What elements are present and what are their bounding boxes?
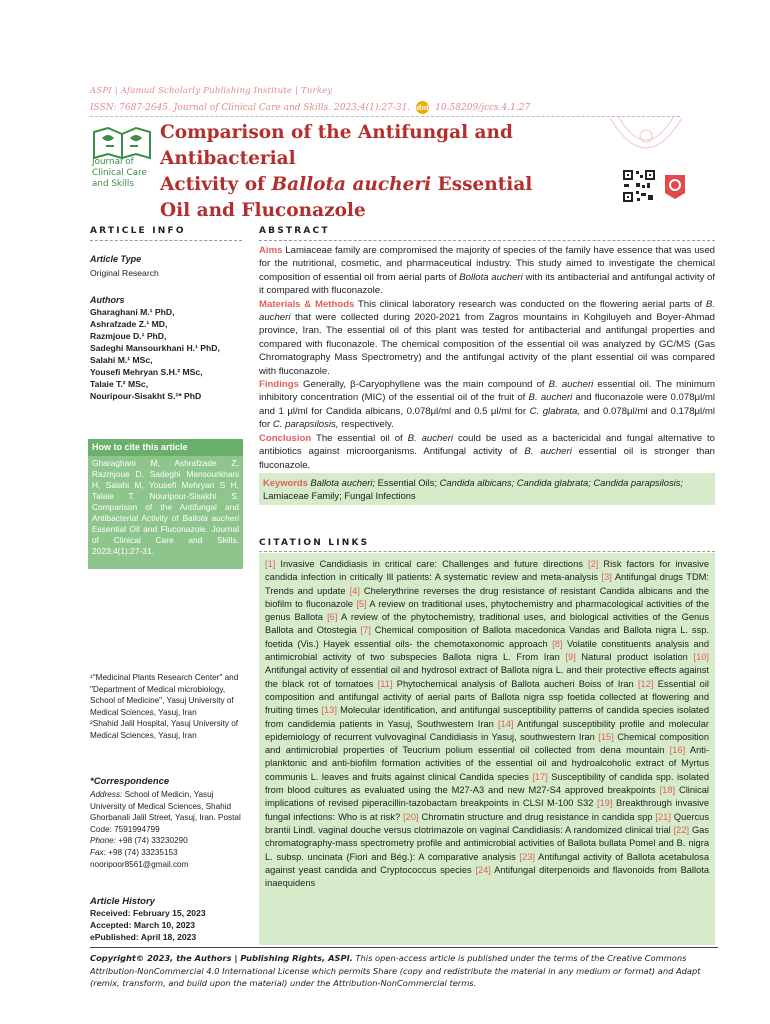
citation-ref-title[interactable]: Volatile constituents analysis and antimicrobial activity of two subspecies Ballota nigra L. From Iran bbox=[265, 638, 709, 663]
qr-code-icon bbox=[622, 169, 656, 203]
citation-ref-number[interactable]: [10] bbox=[693, 652, 709, 663]
citation-ref-number[interactable]: [13] bbox=[321, 705, 337, 716]
article-title: Comparison of the Antifungal and Antibacterial Activity of Ballota aucheri Essential Oil and Fluconazole bbox=[160, 122, 533, 221]
author-item: Talaie T.² MSc, bbox=[90, 379, 149, 389]
author-item: Gharaghani M.¹ PhD, bbox=[90, 307, 175, 317]
how-to-cite-text: Gharaghani M, Ashrafzade Z, Razmjoue D, Sadeghi Mansourkhani H, Salahi M, Yousefi Mehryan S H, Talaie T. Nouripour-Sisakht S. Comparison of the Antifungal and Antibacterial Activity of Ballota aucheri Essential Oil and Fluconazole. Journal of Clinical Care and Skills. 2023;4(1):27-31. bbox=[92, 458, 239, 556]
citation-ref-number[interactable]: [8] bbox=[552, 638, 563, 649]
citation-ref-number[interactable]: [3] bbox=[601, 572, 612, 583]
journal-name: Journal of Clinical Care and Skills bbox=[92, 157, 147, 189]
citation-ref-title[interactable]: Molecular identification, and antifungal susceptibility patterns of candida species isolated from candidemia patients in Yasuj, Southwestern Iran bbox=[265, 705, 709, 729]
citation-ref-title[interactable]: Clinical implications of revised piperacillin-tazobactam breakpoints in CLSI M-100 S32 bbox=[265, 785, 709, 809]
issn-line bbox=[90, 101, 530, 114]
citation-ref-number[interactable]: [2] bbox=[587, 559, 599, 569]
correspondence-block bbox=[90, 776, 242, 871]
citation-ref-title[interactable]: Risk factors for invasive candida infection in critically Ill patients: A systematic review and meta-analysis bbox=[265, 559, 709, 583]
how-to-cite-label: How to cite this article bbox=[88, 439, 243, 456]
citation-ref-title[interactable]: Essential oil composition and antifungal activity of aerial parts of Ballota nigra ssp foetida collected at flowering and fruiting times bbox=[265, 678, 709, 716]
article-info-heading: ARTICLE INFO bbox=[90, 226, 186, 236]
copyright-notice: Copyright© 2023, the Authors | Publishing Rights, ASPI. This open-access article is published under the terms of the Creative Commons Attribution-NonCommercial 4.0 International License which permits Share (copy and redistribute the material in any medium or format) and Adapt (remix, transform, and build upon the material) under the Attribution-NonCommercial terms. bbox=[90, 953, 701, 989]
citation-ref-title[interactable]: Chelerythrine reverses the drug resistance of resistant Candida albicans and the biofilm to fluconazole bbox=[265, 585, 709, 609]
citation-ref-title[interactable]: Chromatin structure and drug resistance in candida spp bbox=[418, 811, 656, 822]
footer-rule bbox=[90, 947, 718, 948]
history-received: Received: February 15, 2023 bbox=[90, 908, 206, 918]
abstract-heading: ABSTRACT bbox=[259, 226, 330, 236]
citation-ref-title[interactable]: Antifungal drugs TDM: Trends and update bbox=[265, 572, 709, 596]
history-accepted: Accepted: March 10, 2023 bbox=[90, 920, 196, 930]
authors-block bbox=[90, 295, 242, 402]
citation-links-heading: CITATION LINKS bbox=[259, 538, 370, 548]
citation-ref-number[interactable]: [15] bbox=[598, 731, 614, 742]
citation-ref-number[interactable]: [11] bbox=[377, 678, 393, 689]
citation-ref-number[interactable]: [9] bbox=[565, 652, 576, 663]
article-info-rule bbox=[90, 240, 242, 241]
citation-ref-title[interactable]: Antifungal susceptibility profile and molecular epidemiology of recurrent vulvovaginal Candidiasis in Yasuj, southwestern Iran bbox=[265, 718, 709, 742]
citation-ref-number[interactable]: [23] bbox=[519, 851, 535, 862]
citation-ref-number[interactable]: [7] bbox=[360, 625, 371, 636]
citation-ref-number[interactable]: [16] bbox=[669, 745, 686, 756]
citation-ref-title[interactable]: Antifungal activity of Ballota acetabulosa against yeast candida and Cryptococcus species bbox=[265, 851, 709, 875]
citation-ref-number[interactable]: [18] bbox=[659, 785, 676, 796]
citation-links-box bbox=[259, 553, 715, 945]
citation-ref-number[interactable]: [1] bbox=[265, 559, 276, 569]
affiliation-item: ²Shahid Jalil Hospital, Yasuj University of Medical Sciences, Yasuj, Iran bbox=[90, 719, 239, 740]
author-item: Yousefi Mehryan S.H.² MSc, bbox=[90, 367, 203, 377]
citation-ref-number[interactable]: [5] bbox=[356, 598, 367, 609]
citation-ref-title[interactable]: Invasive Candidiasis in critical care: Challenges and future directions bbox=[275, 559, 588, 569]
citation-ref-title[interactable]: A review of the phytochemistry, traditional uses, and biological activities of the Genus Ballota and Otostegia bbox=[265, 612, 709, 636]
correspondence-fax: Fax: +98 (74) 33235153 bbox=[90, 848, 178, 857]
citation-ref-number[interactable]: [19] bbox=[597, 798, 613, 809]
citation-ref-number[interactable]: [4] bbox=[349, 585, 360, 596]
citation-ref-number[interactable]: [21] bbox=[655, 811, 671, 822]
citation-links-rule bbox=[259, 551, 715, 552]
history-published: ePublished: April 18, 2023 bbox=[90, 932, 197, 942]
keywords-label: Keywords bbox=[263, 477, 308, 488]
author-item: Sadeghi Mansourkhani H.¹ PhD, bbox=[90, 343, 220, 353]
authors-list bbox=[90, 306, 242, 402]
citation-ref-title[interactable]: Anti-planktonic and anti-biofilm formation activities of the essential oil and hydroalcoholic extract of Myrtus communis L. leaves and fruits against clinical Candida species bbox=[265, 745, 710, 782]
citation-ref-number[interactable]: [20] bbox=[403, 811, 419, 822]
citation-ref-title[interactable]: Susceptibility of candida spp. isolated from blood cultures as evaluated using the M27-A3 and new M27-S4 approved breakpoints bbox=[265, 771, 709, 796]
citation-ref-title[interactable]: Chemical composition and antimicrobial properties of Teucrium polium essential oil collected from dena mountain bbox=[265, 731, 709, 756]
publisher-line: ASPI | Afamud Scholarly Publishing Institute | Turkey bbox=[90, 86, 333, 96]
how-to-cite-box bbox=[88, 439, 243, 569]
citation-ref-title[interactable]: Phytochemical analysis of Ballota aucheri Boiss of Iran bbox=[392, 678, 638, 689]
author-item: Salahi M.¹ MSc, bbox=[90, 355, 153, 365]
doi-link[interactable]: 10.58209/jccs.4.1.27 bbox=[435, 102, 531, 113]
doi-icon: doi bbox=[416, 103, 429, 112]
citation-ref-number[interactable]: [22] bbox=[673, 824, 690, 835]
header-rule bbox=[90, 116, 680, 117]
citation-ref-number[interactable]: [6] bbox=[327, 612, 338, 623]
correspondence-phone: Phone: +98 (74) 33230290 bbox=[90, 836, 188, 845]
citation-ref-number[interactable]: [12] bbox=[637, 678, 654, 689]
history-label: Article History bbox=[90, 896, 155, 907]
abstract-findings: Findings Generally, β-Caryophyllene was the main compound of B. aucheri essential oil. The minimum inhibitory concentration (MIC) of the essential oil of the fruit of B. aucheri and fluconazole were 0.078μl/ml and 1 μl/ml for Candida albicans, 0.078μl/ml and 0.5 μl/ml for C. glabrata, and 0.078μl/ml and 0.178μl/ml for C. parapsilosis, respectively. bbox=[259, 379, 716, 431]
issn-text: ISSN: 7687-2645. Journal of Clinical Care and Skills. 2023;4(1):27-31. bbox=[90, 102, 411, 113]
citation-ref-number[interactable]: [24] bbox=[475, 864, 491, 875]
citation-ref-title[interactable]: Antifungal diterpenoids and flavonoids from Ballota inaequidens bbox=[265, 864, 709, 889]
correspondence-label: *Correspondence bbox=[90, 776, 170, 787]
citation-ref-number[interactable]: [14] bbox=[497, 718, 514, 729]
citation-ref-number[interactable]: [17] bbox=[532, 771, 548, 782]
affiliation-item: ¹"Medicinal Plants Research Center" and "Department of Medical microbiology, School of Medicine", Yasuj University of Medical Sciences, Yasuj, Iran bbox=[90, 673, 239, 717]
article-type-value: Original Research bbox=[90, 268, 159, 278]
crossmark-icon bbox=[663, 173, 687, 201]
correspondence-address: Address: School of Medicin, Yasuj University of Medical Sciences, Shahid Ghorbanali Jalil Street, Yasuj, Iran. Postal Code: 7591994799 bbox=[90, 790, 241, 834]
journal-seal-icon bbox=[600, 108, 692, 168]
citation-ref-title[interactable]: Quercus brantii Lindl. vaginal douche versus clotrimazole on vaginal Candidiasis: A randomized clinical trial bbox=[265, 811, 709, 835]
article-history-block bbox=[90, 896, 242, 943]
citation-ref-title[interactable]: Gas chromatography-mass spectrometry profile and antimicrobial activities of Ballota bullata Pomel and B. nigra L. subsp. uncinata (Fiori and Bég.): A comparative analysis bbox=[265, 824, 709, 862]
author-item: Ashrafzade Z.¹ MD, bbox=[90, 319, 168, 329]
authors-label: Authors bbox=[90, 295, 125, 305]
abstract-methods: Materials & Methods This clinical laboratory research was conducted on the flowering aerial parts of B. aucheri that were collected during 2020-2021 from Zagros mountains in Kohgiluyeh and Boyer-Ahmad province, Iran. The essential oil of this plant was tested for antibacterial and antifungal properties and compared with fluconazole. The chemical composition of the essential oil was analyzed by GC/MS (Gas Chromatography Mass Spectrometry) and the antifungal activity of the plant essential oil was compared with fluconazole. bbox=[259, 298, 715, 377]
article-type-label: Article Type bbox=[90, 254, 142, 264]
citation-ref-title[interactable]: Breakthrough invasive fungal infections: Who is at risk? bbox=[265, 798, 709, 822]
author-item: Razmjoue D.¹ PhD, bbox=[90, 331, 167, 341]
citation-ref-title[interactable]: Natural product isolation bbox=[575, 652, 694, 663]
keywords-box: Keywords Ballota aucheri; Essential Oils; Candida albicans; Candida glabrata; Candida parapsilosis; Lamiaceae Family; Fungal Infections bbox=[259, 473, 715, 505]
citation-ref-title[interactable]: A review on traditional uses, phytochemistry and pharmacological activities of the genus Ballota bbox=[265, 598, 709, 623]
author-item: Nouripour-Sisakht S.¹* PhD bbox=[90, 391, 202, 401]
abstract-rule bbox=[259, 240, 715, 241]
abstract-body bbox=[259, 244, 715, 472]
citation-ref-title[interactable]: Antifungal activity of essential oil and hydrosol extract of Ballota nigra L. and their protective effects against the black rot of tomatoes bbox=[265, 665, 709, 689]
abstract-conclusion: Conclusion The essential oil of B. aucheri could be used as a bactericidal and fungal alternative to antibiotics against microorganisms. Antifungal activity of B. aucheri essential oil is stronger than fluconazole. bbox=[259, 432, 715, 471]
correspondence-email[interactable]: nooripoor8561@gmail.com bbox=[90, 860, 189, 869]
affiliations-block bbox=[90, 672, 242, 741]
article-type-block bbox=[90, 254, 242, 279]
citation-ref-title[interactable]: Chemical composition of Ballota macedonica Vandas and Ballota nigra L. ssp. foetida (Vis.) Hayek essential oils- the chemotaxonomic approach bbox=[265, 625, 709, 649]
abstract-aims: Aims Lamiaceae family are compromised the majority of species of the family have essence that was used for the nutritional, cosmetic, and pharmaceutical industry. This study aimed to investigate the chemical composition of essential oil from aerial parts of Bollota aucheri with its antibacterial and antifungal activity of it compared with fluconazole. bbox=[259, 245, 715, 297]
